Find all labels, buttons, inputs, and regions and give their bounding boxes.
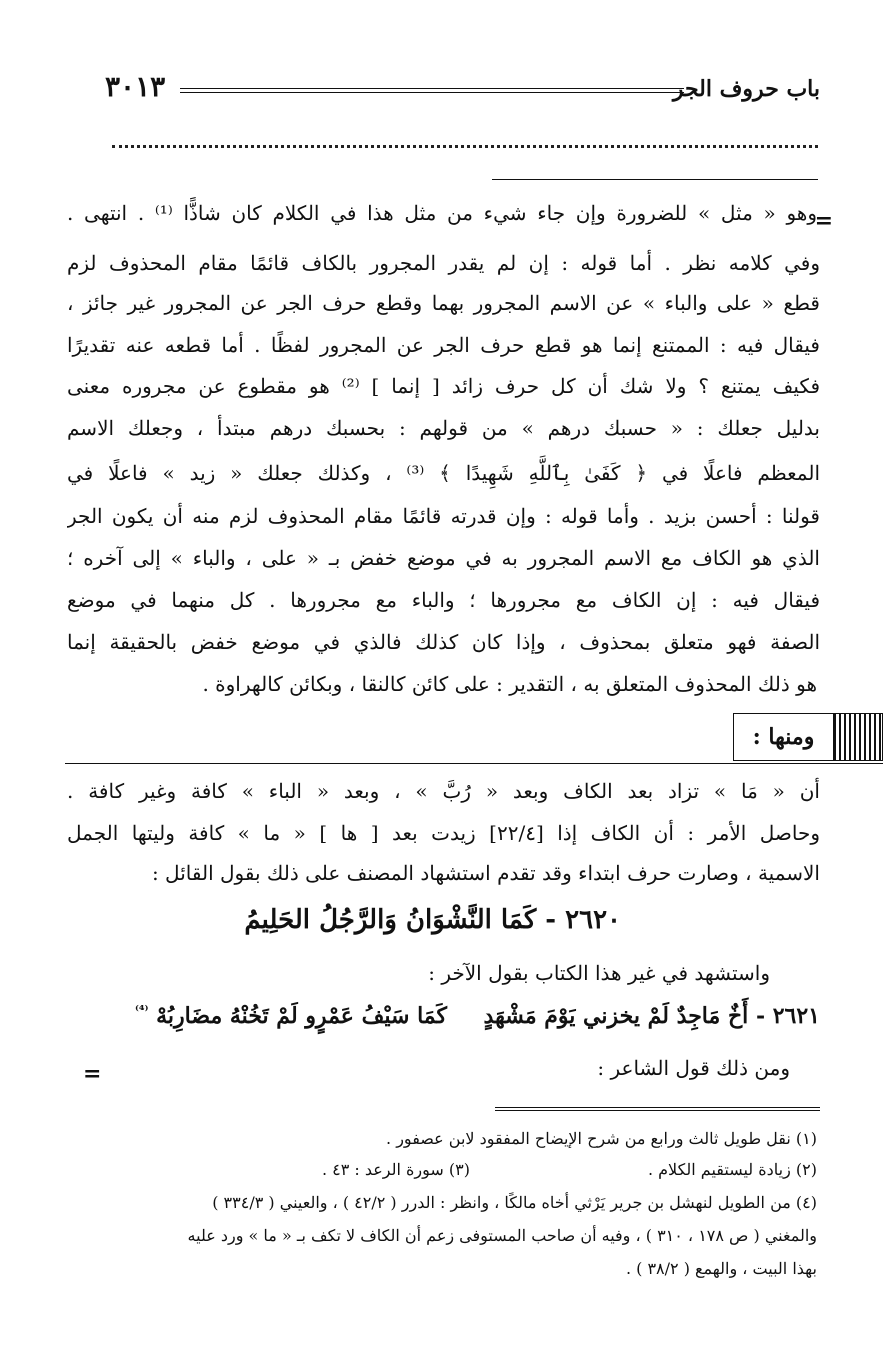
footnote-4-cont: والمغني ( ص ١٧٨ ، ٣١٠ ) ، وفيه أن صاحب المستوفى زعم أن الكاف لا تكف بـ « ما » ورد عليه bbox=[187, 1226, 817, 1245]
footnote-4-end: بهذا البيت ، والهمع ( ٣٨/٢ ) . bbox=[625, 1259, 817, 1278]
chapter-title: باب حروف الجر bbox=[672, 76, 820, 102]
continuation-rule bbox=[492, 179, 818, 180]
body-line: فكيف يمتنع ؟ ولا شك أن كل حرف زائد [ إنما ] ⁽²⁾ هو مقطوع عن مجروره معنى bbox=[67, 374, 820, 398]
body-line: الذي هو الكاف مع الاسم المجرور به في موضع خفض بـ « على ، والباء » إلى آخره ؛ bbox=[67, 546, 820, 570]
footnote-4: (٤) من الطويل لنهشل بن جرير يَرْثي أخاه مالكًا ، وانظر : الدرر ( ٤٢/٢ ) ، والعيني ( ٣٣٤/٣ ) bbox=[212, 1193, 817, 1212]
header-rule bbox=[180, 88, 684, 93]
continuation-mark-bottom: = bbox=[83, 1061, 102, 1087]
body-line: قطع « على والباء » عن الاسم المجرور بهما وقطع حرف الجر عن المجرور غير جائز ، bbox=[67, 291, 820, 315]
verse-number: ٢٦٢١ - bbox=[755, 1003, 820, 1029]
body-line: هو ذلك المحذوف المتعلق به ، التقدير : على كائن كالنقا ، وبكائن كالهراوة . bbox=[202, 672, 817, 696]
section-rule bbox=[65, 763, 883, 764]
verse-2621-first-hemistich bbox=[484, 1003, 820, 1029]
verse-2621-second-hemistich bbox=[135, 1003, 447, 1029]
verse-2620: ٢٦٢٠ - كَمَا النَّشْوَانُ وَالرَّجُلُ الحَلِيمُ bbox=[244, 905, 621, 935]
footnote-ref: ⁽⁴⁾ bbox=[135, 1003, 149, 1019]
body-line: فيقال فيه : الممتنع إنما هو قطع حرف الجر عن المجرور لفظًا . أما قطعه عنه تقديرًا bbox=[67, 333, 820, 357]
body-line: وهو « مثل » للضرورة وإن جاء شيء من مثل هذا في الكلام كان شاذًّا ⁽¹⁾ . انتهى . bbox=[67, 201, 817, 225]
page-number: ٣٠١٣ bbox=[105, 70, 166, 103]
verse-intro: واستشهد في غير هذا الكتاب بقول الآخر : bbox=[428, 961, 770, 985]
continuation-mark-top: = bbox=[814, 208, 833, 234]
body-line: وفي كلامه نظر . أما قوله : إن لم يقدر المجرور بالكاف قائمًا مقام المحذوف لزم bbox=[67, 251, 820, 275]
body-line: المعظم فاعلًا في ﴿ كَفَىٰ بِٱللَّهِ شَهِيدًا ﴾ ⁽³⁾ ، وكذلك جعلك « زيد » فاعلًا في bbox=[67, 461, 820, 485]
verse-hemistich-2: كَمَا سَيْفُ عَمْرٍو لَمْ تَخُنْهُ مضَارِبُهْ bbox=[156, 1003, 447, 1029]
footnote-rule bbox=[495, 1107, 820, 1111]
dotted-separator bbox=[112, 145, 818, 148]
body-line: قولنا : أحسن بزيد . وأما قوله : وإن قدرته قائمًا مقام المحذوف لزم منه أن يكون الجر bbox=[67, 504, 820, 528]
body-line: الصفة فهو متعلق بمحذوف ، وإذا كان كذلك فالذي في موضع خفض بالحقيقة إنما bbox=[67, 630, 820, 654]
footnote-3: (٣) سورة الرعد : ٤٣ . bbox=[321, 1160, 470, 1179]
section-heading bbox=[733, 713, 883, 761]
section-line: أن « مَا » تزاد بعد الكاف وبعد « رُبَّ » ، وبعد « الباء » كافة وغير كافة . bbox=[67, 779, 820, 803]
section-line: وحاصل الأمر : أن الكاف إذا [٢٢/٤] زيدت بعد [ ها ] « ما » كافة وليتها الجمل bbox=[67, 821, 820, 845]
footnote-1: (١) نقل طويل ثالث ورابع من شرح الإيضاح المفقود لابن عصفور . bbox=[386, 1129, 817, 1148]
closing-line: ومن ذلك قول الشاعر : bbox=[597, 1056, 790, 1080]
verse-hemistich-1: أَخٌ مَاجِدٌ لَمْ يخزني يَوْمَ مَشْهَدٍ bbox=[483, 1003, 749, 1029]
section-label: ومنها : bbox=[752, 724, 815, 750]
body-line: بدليل جعلك : « حسبك درهم » من قولهم : بحسبك درهم مبتدأ ، وجعلك الاسم bbox=[67, 416, 820, 440]
body-line: فيقال فيه : إن الكاف مع مجرورها ؛ والباء مع مجرورها . كل منهما في موضع bbox=[67, 588, 820, 612]
section-ornament bbox=[833, 714, 882, 760]
section-line: الاسمية ، وصارت حرف ابتداء وقد تقدم استشهاد المصنف على ذلك بقول القائل : bbox=[151, 861, 820, 885]
footnote-2: (٢) زيادة ليستقيم الكلام . bbox=[647, 1160, 817, 1179]
